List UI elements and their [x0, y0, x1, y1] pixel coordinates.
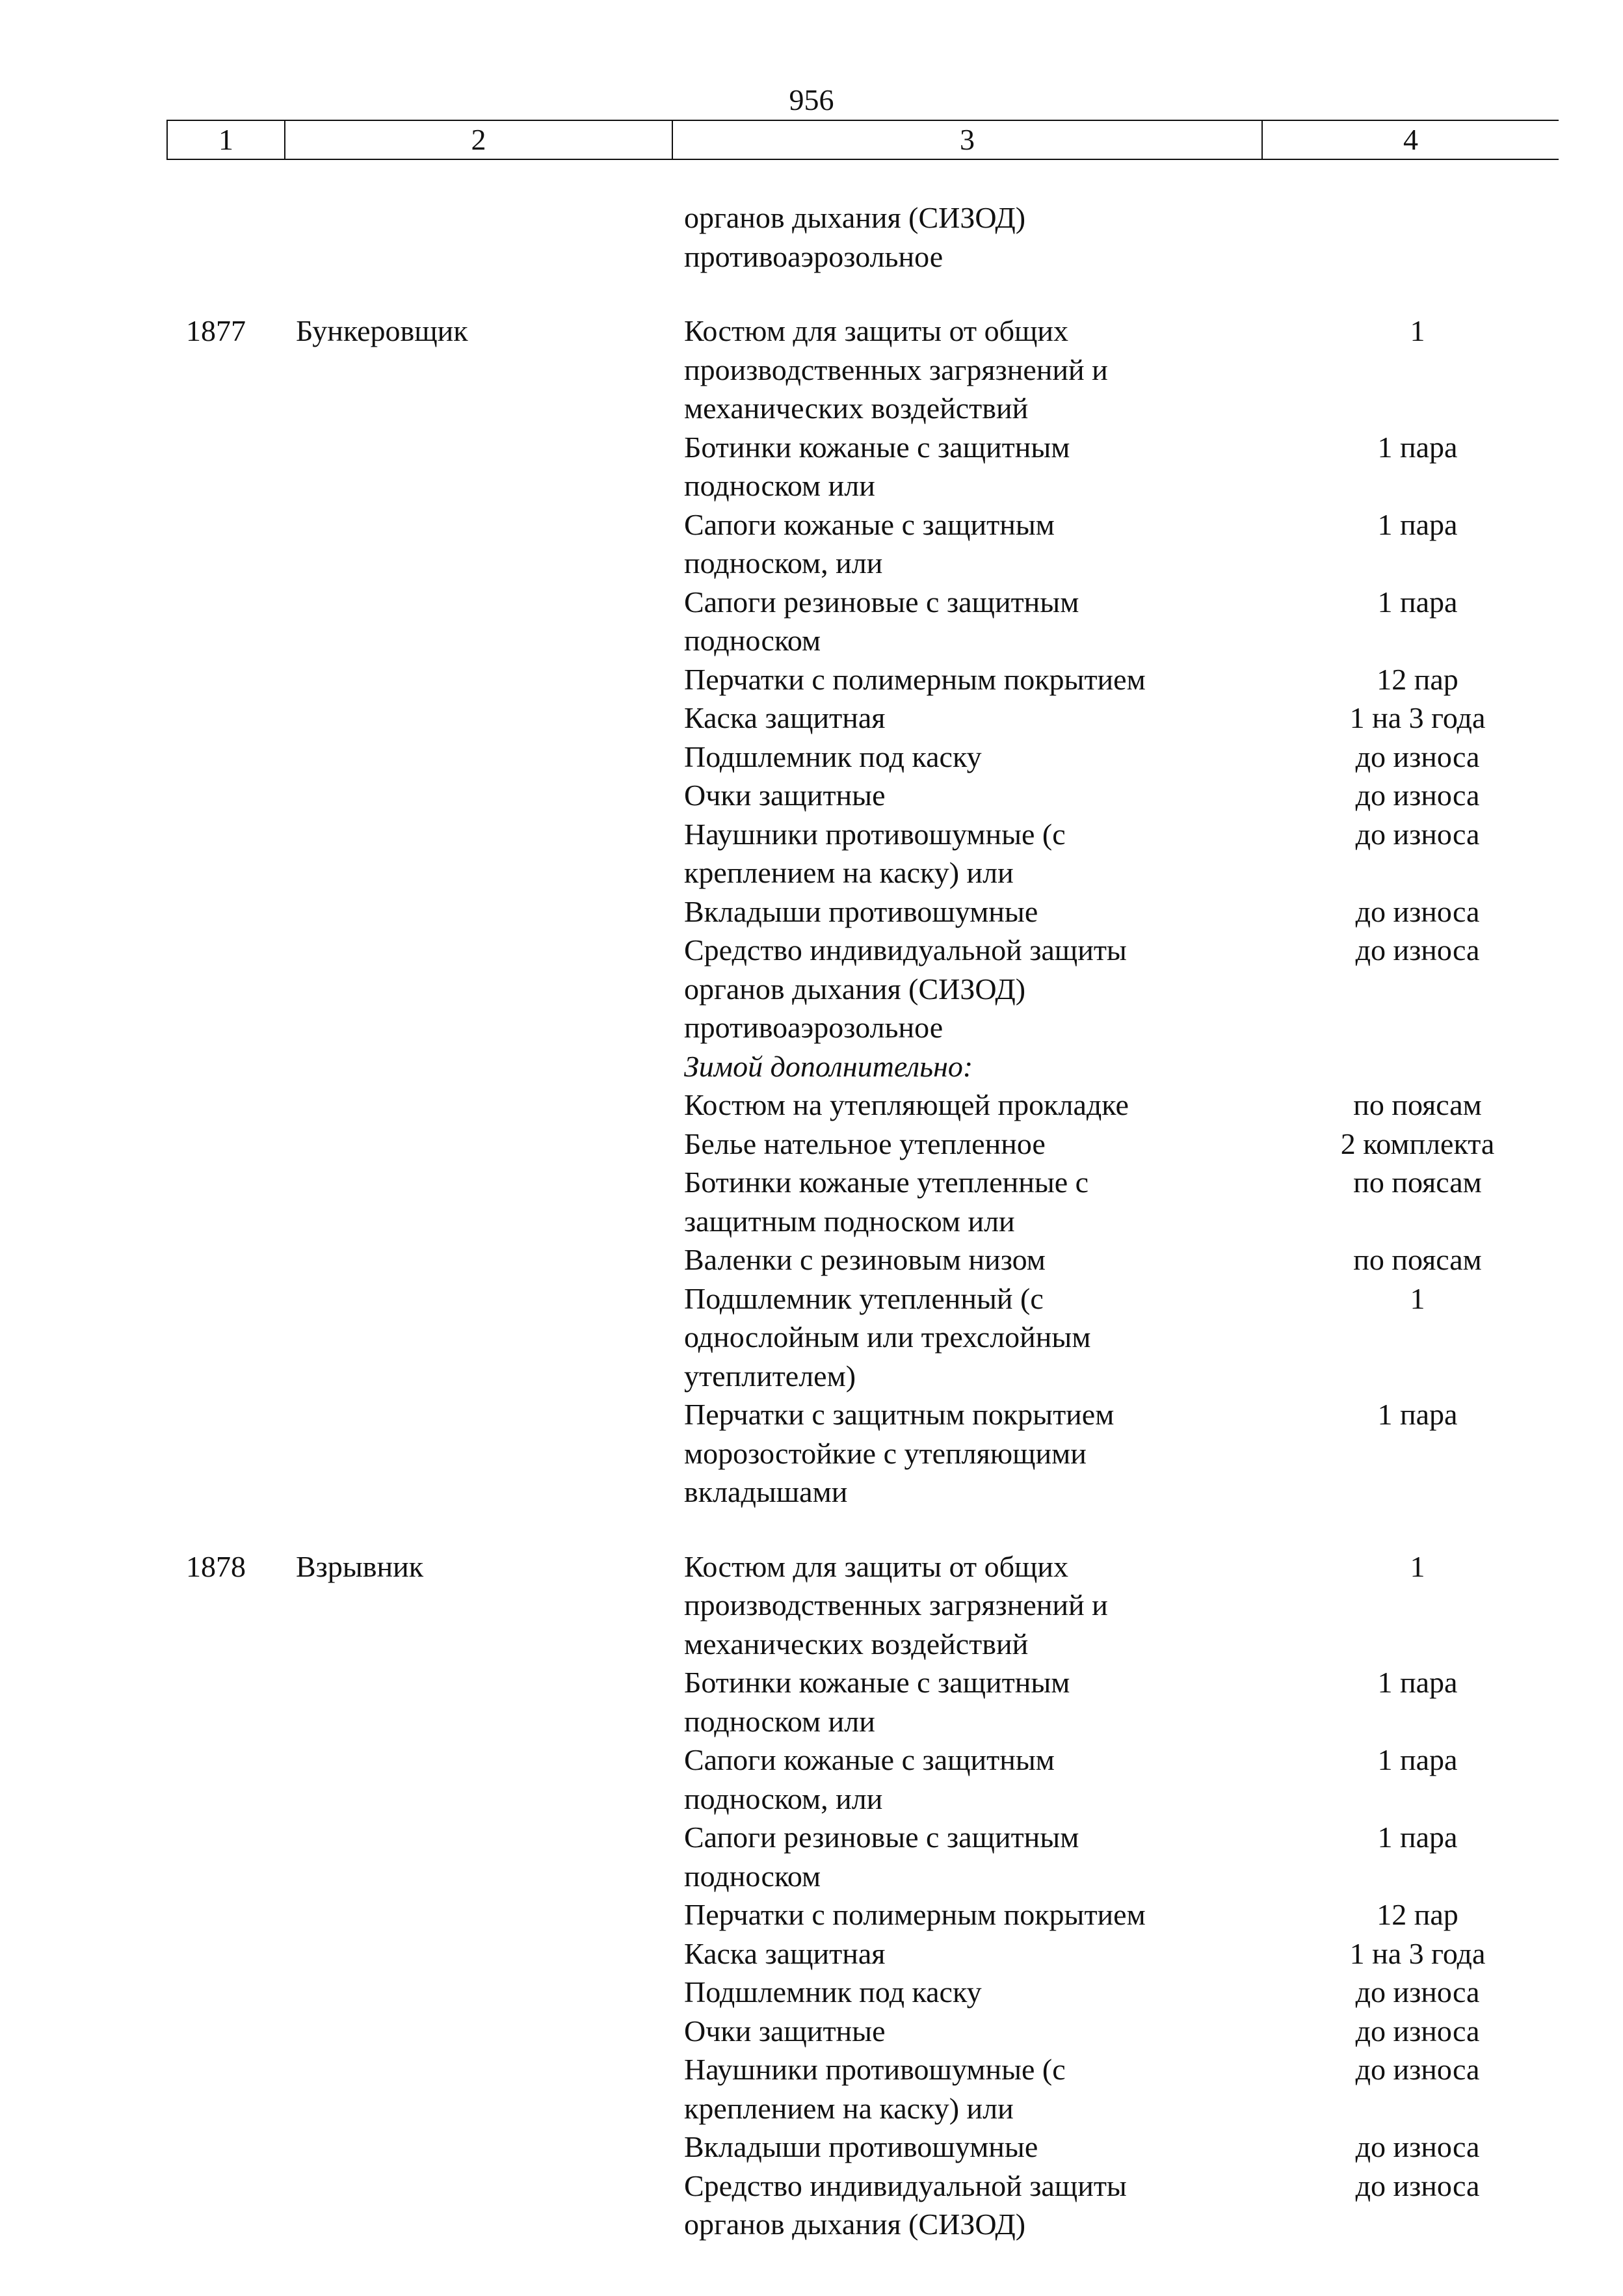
item-text: подноском, или [684, 546, 883, 580]
item-quantity: 1 [1410, 314, 1425, 347]
item-quantity: до износа [1355, 2014, 1480, 2048]
item-quantity: до износа [1355, 779, 1480, 812]
table-line [0, 1586, 1623, 1625]
row-number: 1878 [186, 1549, 246, 1583]
table-line [0, 1857, 1623, 1896]
table-line [0, 738, 1623, 777]
table-line [0, 312, 1623, 351]
item-text: однослойным или трехслойным [684, 1320, 1091, 1354]
table-line [0, 2167, 1623, 2206]
item-text: Каска защитная [684, 701, 886, 734]
table-line [0, 389, 1623, 428]
item-text: производственных загрязнений и [684, 353, 1108, 386]
table-line [0, 1818, 1623, 1857]
item-quantity: 1 пара [1377, 1821, 1458, 1854]
item-text: Подшлемник утепленный (с [684, 1281, 1044, 1315]
item-text: Вкладыши противошумные [684, 2130, 1038, 2163]
header-col-4: 4 [1262, 120, 1559, 159]
item-text: вкладышами [684, 1475, 848, 1508]
table-line [0, 583, 1623, 622]
profession-name: Бункеровщик [296, 314, 468, 347]
table-header [166, 120, 1559, 160]
table-row [0, 1547, 1623, 2244]
table-line [0, 1047, 1623, 1086]
table-line [0, 2128, 1623, 2167]
table-line [0, 660, 1623, 699]
table-line [0, 2050, 1623, 2089]
table-line [0, 699, 1623, 738]
table-line [0, 1202, 1623, 1241]
table-line [0, 853, 1623, 892]
item-quantity: 1 пара [1377, 507, 1458, 541]
item-text: утеплителем) [684, 1359, 856, 1393]
item-quantity: 1 пара [1377, 585, 1458, 619]
item-quantity: 1 [1410, 1281, 1425, 1315]
table-line [0, 621, 1623, 660]
item-text: Подшлемник под каску [684, 1975, 982, 2009]
table-line [0, 1663, 1623, 1702]
item-text: органов дыхания (СИЗОД) [684, 972, 1026, 1006]
table-line [0, 1547, 1623, 1586]
item-text: Ботинки кожаные утепленные с [684, 1166, 1089, 1199]
row-number: 1877 [186, 314, 246, 347]
table-line [0, 1395, 1623, 1434]
item-quantity: 1 [1410, 1549, 1425, 1583]
table-line [0, 1741, 1623, 1780]
table-body [0, 198, 1623, 2244]
item-quantity: до износа [1355, 933, 1480, 967]
item-quantity: до износа [1355, 894, 1480, 928]
item-text: Белье нательное утепленное [684, 1127, 1046, 1160]
item-text: Очки защитные [684, 779, 886, 812]
item-text: Очки защитные [684, 2014, 886, 2048]
item-text: подноском [684, 624, 821, 657]
item-text: Сапоги резиновые с защитным [684, 1821, 1079, 1854]
item-quantity: 1 на 3 года [1349, 701, 1486, 734]
table-line [0, 1125, 1623, 1164]
item-text: подноском или [684, 1704, 875, 1738]
item-text: Ботинки кожаные с защитным [684, 430, 1070, 464]
table-line [0, 351, 1623, 390]
item-text: Костюм на утепляющей прокладке [684, 1088, 1129, 1121]
item-text: органов дыхания (СИЗОД) [684, 201, 1026, 234]
item-quantity: до износа [1355, 817, 1480, 851]
table-line [0, 1008, 1623, 1047]
item-text: Перчатки с полимерным покрытием [684, 1898, 1146, 1931]
table-line [0, 1625, 1623, 1664]
item-quantity: до износа [1355, 2053, 1480, 2086]
section-label: Зимой дополнительно: [684, 1049, 973, 1083]
item-text: подноском [684, 1859, 821, 1893]
item-quantity: 12 пар [1377, 1898, 1458, 1931]
item-quantity: 1 пара [1377, 1743, 1458, 1776]
item-quantity: 12 пар [1377, 662, 1458, 696]
table-line [0, 1702, 1623, 1741]
continuation-block [0, 198, 1623, 276]
table-line [0, 2205, 1623, 2244]
table-line [0, 237, 1623, 276]
profession-name: Взрывник [296, 1549, 424, 1583]
item-text: морозостойкие с утепляющими [684, 1436, 1087, 1470]
row-gap [0, 276, 1623, 312]
table-line [0, 544, 1623, 583]
table-line [0, 1279, 1623, 1318]
table-line [0, 815, 1623, 854]
item-text: Перчатки с полимерным покрытием [684, 662, 1146, 696]
table-line [0, 198, 1623, 237]
item-text: Сапоги кожаные с защитным [684, 1743, 1055, 1776]
item-text: Сапоги резиновые с защитным [684, 585, 1079, 619]
table-line [0, 931, 1623, 970]
table-line [0, 1434, 1623, 1473]
table-line [0, 1240, 1623, 1279]
item-text: противоаэрозольное [684, 1011, 943, 1044]
item-quantity: 1 пара [1377, 1398, 1458, 1431]
item-text: Средство индивидуальной защиты [684, 933, 1127, 967]
item-text: защитным подноском или [684, 1204, 1015, 1238]
row-gap [0, 1512, 1623, 1547]
item-text: Костюм для защиты от общих [684, 1549, 1069, 1583]
table-line [0, 2089, 1623, 2128]
item-quantity: до износа [1355, 1975, 1480, 2009]
table-line [0, 776, 1623, 815]
item-text: подноском или [684, 469, 875, 502]
table-line [0, 970, 1623, 1009]
header-col-3: 3 [672, 120, 1262, 159]
table-line [0, 1086, 1623, 1125]
item-text: противоаэрозольное [684, 239, 943, 273]
table-line [0, 1780, 1623, 1819]
item-text: Ботинки кожаные с защитным [684, 1666, 1070, 1699]
item-text: механических воздействий [684, 1627, 1029, 1661]
item-text: креплением на каску) или [684, 856, 1014, 889]
table-line [0, 892, 1623, 931]
item-quantity: 2 комплекта [1340, 1127, 1495, 1160]
table-line [0, 505, 1623, 544]
table-line [0, 466, 1623, 505]
item-text: механических воздействий [684, 392, 1029, 425]
item-text: Сапоги кожаные с защитным [684, 507, 1055, 541]
item-text: органов дыхания (СИЗОД) [684, 2208, 1026, 2241]
table-line [0, 1934, 1623, 1973]
table-line [0, 1473, 1623, 1512]
item-quantity: до износа [1355, 2130, 1480, 2163]
item-quantity: 1 пара [1377, 1666, 1458, 1699]
table-line [0, 1973, 1623, 2012]
item-text: Костюм для защиты от общих [684, 314, 1069, 347]
page-number: 956 [789, 83, 834, 116]
item-text: креплением на каску) или [684, 2091, 1014, 2125]
item-quantity: до износа [1355, 740, 1480, 773]
table-line [0, 428, 1623, 467]
item-text: Перчатки с защитным покрытием [684, 1398, 1115, 1431]
item-quantity: до износа [1355, 2169, 1480, 2202]
item-text: Подшлемник под каску [684, 740, 982, 773]
table-row [0, 312, 1623, 1512]
table-line [0, 1163, 1623, 1202]
table-line [0, 1895, 1623, 1934]
item-text: Вкладыши противошумные [684, 894, 1038, 928]
table-line [0, 1357, 1623, 1396]
item-text: Наушники противошумные (с [684, 2053, 1066, 2086]
item-text: Каска защитная [684, 1936, 886, 1970]
item-quantity: по поясам [1353, 1166, 1482, 1199]
item-text: Валенки с резиновым низом [684, 1243, 1046, 1276]
item-quantity: 1 на 3 года [1349, 1936, 1486, 1970]
item-text: Наушники противошумные (с [684, 817, 1066, 851]
table-line [0, 1318, 1623, 1357]
item-quantity: 1 пара [1377, 430, 1458, 464]
header-col-2: 2 [285, 120, 672, 159]
item-quantity: по поясам [1353, 1088, 1482, 1121]
item-quantity: по поясам [1353, 1243, 1482, 1276]
header-col-1: 1 [167, 120, 285, 159]
item-text: производственных загрязнений и [684, 1588, 1108, 1622]
item-text: Средство индивидуальной защиты [684, 2169, 1127, 2202]
item-text: подноском, или [684, 1782, 883, 1815]
table-line [0, 2012, 1623, 2051]
